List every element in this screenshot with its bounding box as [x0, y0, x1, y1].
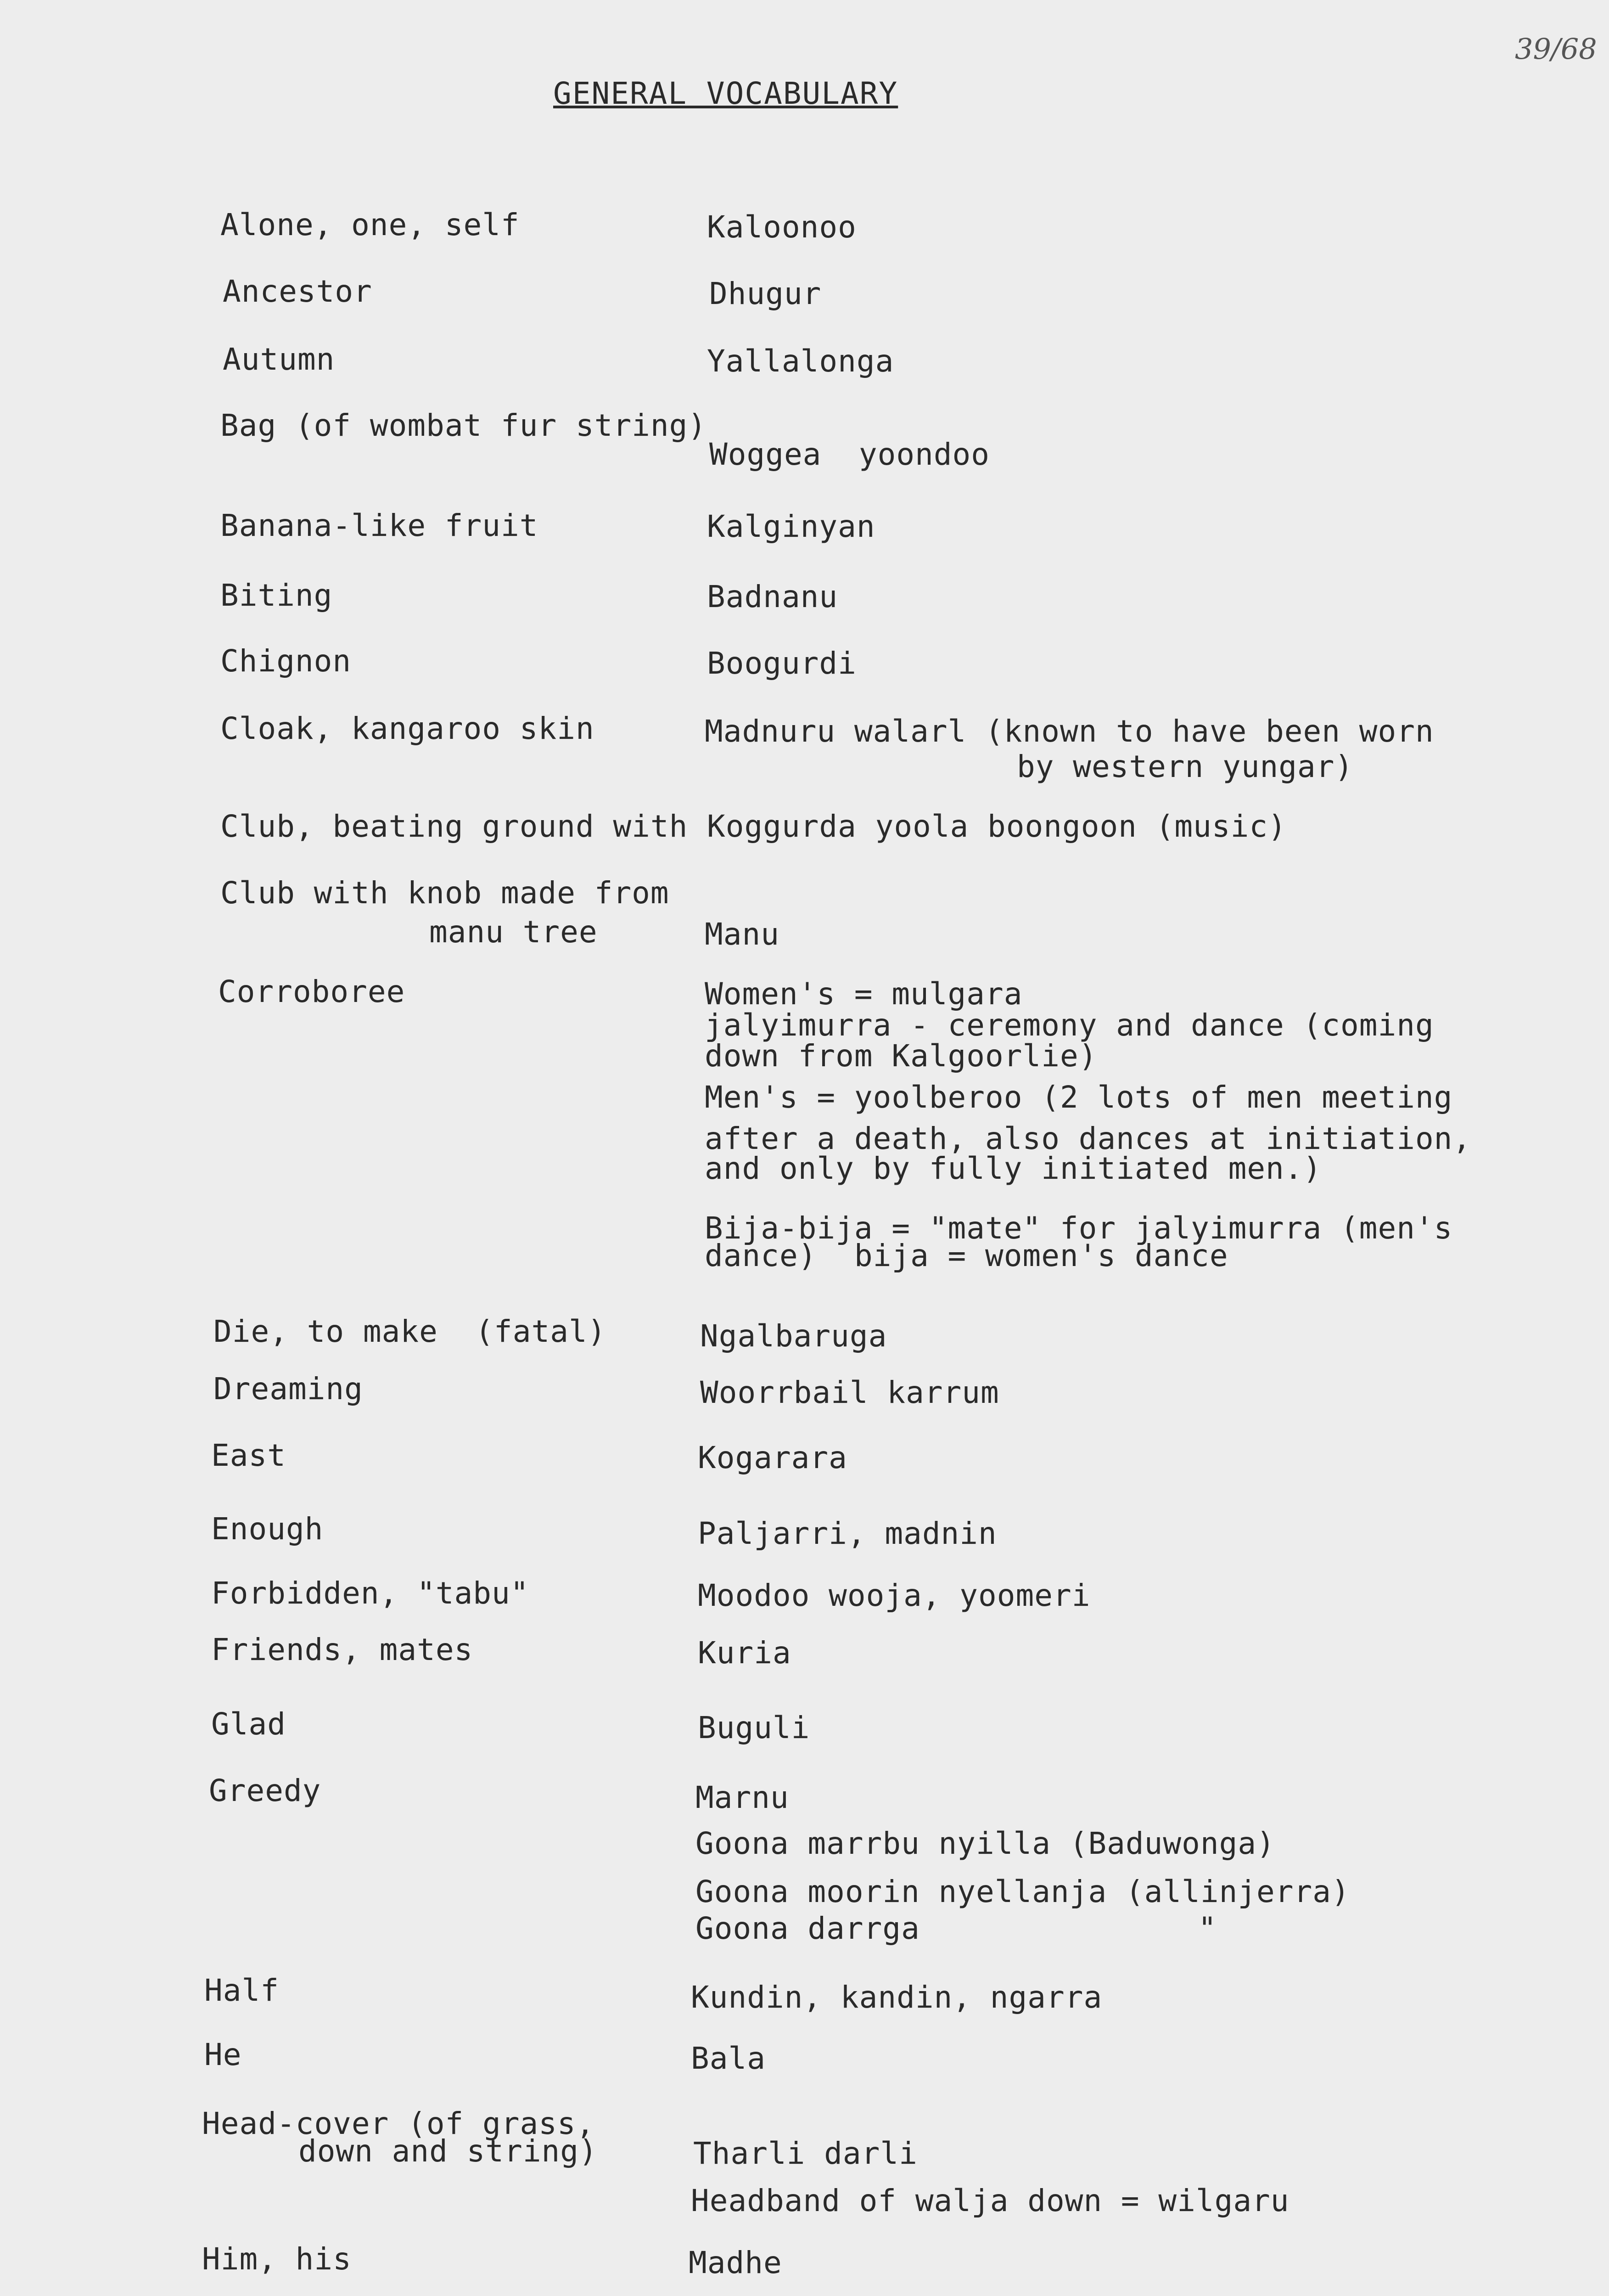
vocab-term: Forbidden, "tabu" [211, 1576, 529, 1611]
vocab-definition: Woggea yoondoo [709, 437, 990, 472]
vocab-definition: Bala [691, 2041, 766, 2076]
vocab-term: He [204, 2037, 242, 2072]
vocab-term: Bag (of wombat fur string) [220, 408, 707, 443]
vocab-definition-line: and only by fully initiated men.) [705, 1151, 1322, 1186]
vocab-term: Enough [211, 1511, 324, 1547]
vocab-term: Corroboree [218, 974, 405, 1009]
vocab-term: Chignon [220, 643, 352, 679]
vocab-term: Club with knob made from [220, 875, 669, 911]
vocab-definition: Yallalonga [707, 343, 894, 379]
vocab-term: Friends, mates [211, 1632, 473, 1667]
vocab-definition: Moodoo wooja, yoomeri [698, 1578, 1091, 1613]
vocab-definition: Kuria [698, 1635, 791, 1671]
page-number: 39/68 [1515, 32, 1597, 66]
vocab-definition: Kundin, kandin, ngarra [691, 1980, 1103, 2015]
vocab-definition: Kaloonoo [707, 209, 857, 245]
vocab-term: Banana-like fruit [220, 508, 538, 543]
vocab-definition: Marnu [695, 1780, 789, 1815]
vocab-definition: Kalginyan [707, 509, 875, 544]
vocab-term: Half [204, 1973, 279, 2008]
vocab-term: Alone, one, self [220, 207, 520, 242]
vocab-definition: Koggurda yoola boongoon (music) [707, 809, 1287, 844]
vocab-definition-line: Men's = yoolberoo (2 lots of men meeting [705, 1080, 1453, 1115]
vocab-definition: Ngalbaruga [700, 1318, 887, 1354]
vocab-term: Die, to make (fatal) [213, 1314, 606, 1349]
vocab-term: Biting [220, 578, 333, 613]
vocab-definition: Kogarara [698, 1440, 847, 1475]
vocab-definition: Boogurdi [707, 646, 857, 681]
vocab-term: Head-cover (of grass, [202, 2106, 595, 2141]
vocab-definition: Madnuru walarl (known to have been worn [705, 714, 1434, 749]
vocab-definition: Women's = mulgara [705, 976, 1023, 1012]
vocab-definition: Manu [705, 917, 779, 952]
vocab-definition-line: Bija-bija = "mate" for jalyimurra (men's [705, 1210, 1453, 1246]
vocab-definition: Tharli darli [693, 2136, 918, 2171]
vocab-definition-line: dance) bija = women's dance [705, 1238, 1228, 1273]
vocab-term-continued: manu tree [429, 914, 598, 950]
vocab-definition: Paljarri, madnin [698, 1516, 997, 1551]
vocab-term: Dreaming [213, 1371, 363, 1407]
vocab-definition-line: down from Kalgoorlie) [705, 1038, 1098, 1074]
vocab-term: Glad [211, 1706, 286, 1742]
vocab-definition: Woorrbail karrum [700, 1375, 999, 1410]
vocab-definition: Dhugur [709, 276, 822, 311]
vocab-definition: Badnanu [707, 579, 838, 614]
vocab-definition-continued: Headband of walja down = wilgaru [691, 2183, 1289, 2218]
vocab-definition-line: jalyimurra - ceremony and dance (coming [705, 1007, 1434, 1043]
vocab-term: Autumn [223, 342, 335, 377]
vocab-definition: Madhe [689, 2245, 782, 2280]
vocab-term-continued: down and string) [298, 2133, 598, 2169]
vocab-term: Ancestor [223, 274, 372, 309]
vocab-term: Greedy [209, 1773, 321, 1808]
page-title: GENERAL VOCABULARY [553, 76, 898, 111]
vocab-definition-line: after a death, also dances at initiation, [705, 1121, 1472, 1156]
vocab-definition-line: Goona marrbu nyilla (Baduwonga) [695, 1826, 1275, 1861]
vocab-definition-line: Goona darrga [695, 1911, 920, 1946]
ditto-mark: " [1198, 1911, 1217, 1946]
vocab-definition-line: Goona moorin nyellanja (allinjerra) [695, 1874, 1350, 1909]
vocab-definition-continued: by western yungar) [1017, 749, 1354, 784]
vocab-term: Cloak, kangaroo skin [220, 711, 594, 746]
vocab-term: East [211, 1438, 286, 1473]
vocab-term: Club, beating ground with [220, 809, 688, 844]
vocab-definition: Buguli [698, 1710, 810, 1745]
vocab-term: Him, his [202, 2241, 352, 2277]
